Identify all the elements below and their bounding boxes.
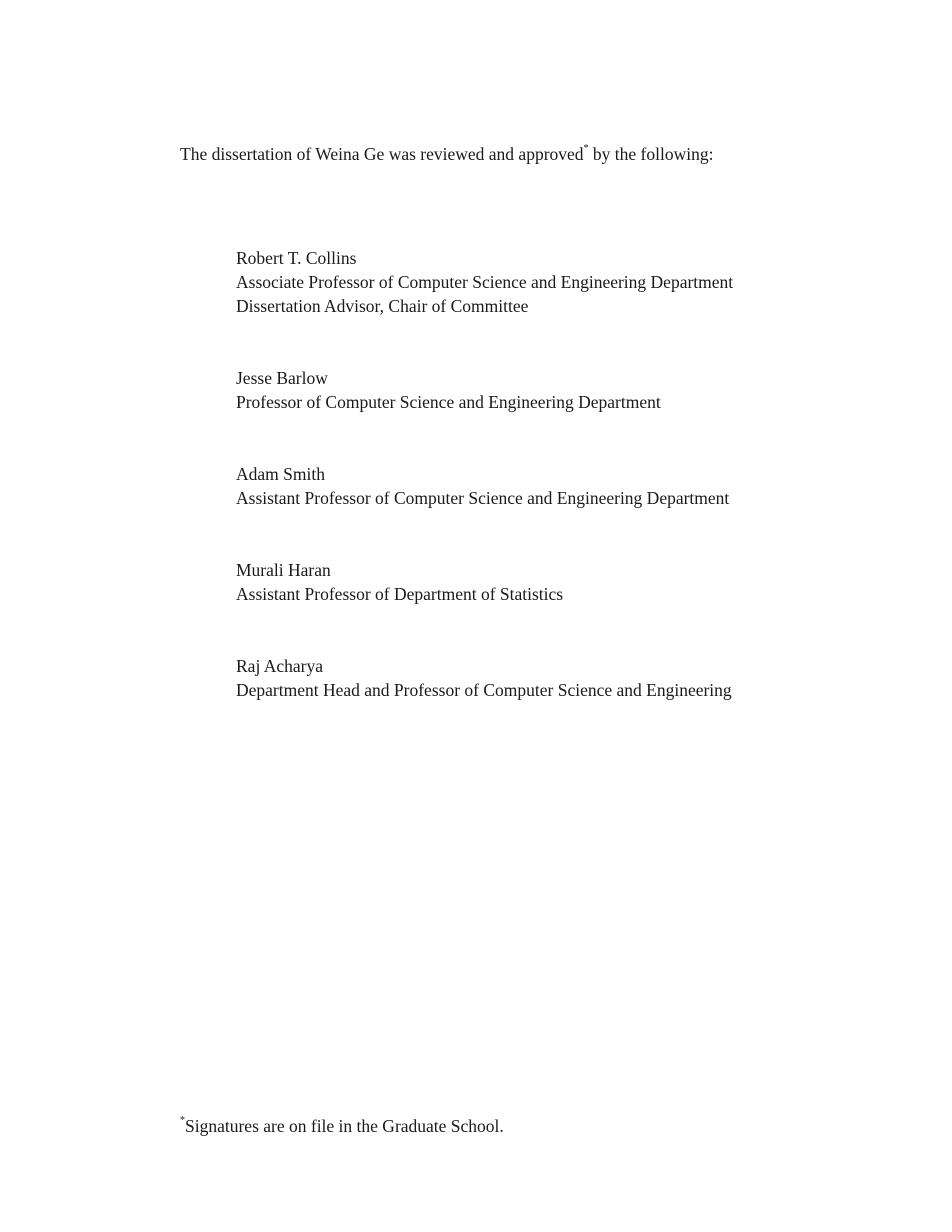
member-title: Associate Professor of Computer Science and Engineering Department: [236, 272, 734, 292]
member-name: Adam Smith: [236, 464, 325, 484]
committee-member: [236, 654, 733, 702]
footnote: [180, 1114, 504, 1138]
footnote-text: Signatures are on file in the Graduate School.: [185, 1116, 504, 1136]
member-name: Jesse Barlow: [236, 368, 328, 388]
committee-list: [236, 246, 733, 702]
member-title: Assistant Professor of Computer Science and Engineering Department: [236, 488, 730, 508]
committee-member: [236, 558, 733, 606]
member-name: Robert T. Collins: [236, 248, 357, 268]
member-title: Professor of Computer Science and Engineering Department: [236, 392, 661, 412]
member-title: Assistant Professor of Department of Statistics: [236, 584, 564, 604]
committee-member: [236, 462, 733, 510]
committee-member: [236, 366, 733, 414]
approval-statement-text: The dissertation of Weina Ge was reviewed and approved: [180, 144, 584, 164]
member-name: Raj Acharya: [236, 656, 323, 676]
member-name: Murali Haran: [236, 560, 331, 580]
footnote-mark: *: [583, 143, 589, 155]
member-role: Dissertation Advisor, Chair of Committee: [236, 296, 529, 316]
approval-statement: [180, 142, 713, 166]
committee-member: [236, 246, 733, 318]
footnote-mark: *: [180, 1115, 185, 1127]
approval-statement-text-end: by the following:: [588, 144, 714, 164]
member-title: Department Head and Professor of Computer Science and Engineering: [236, 680, 732, 700]
